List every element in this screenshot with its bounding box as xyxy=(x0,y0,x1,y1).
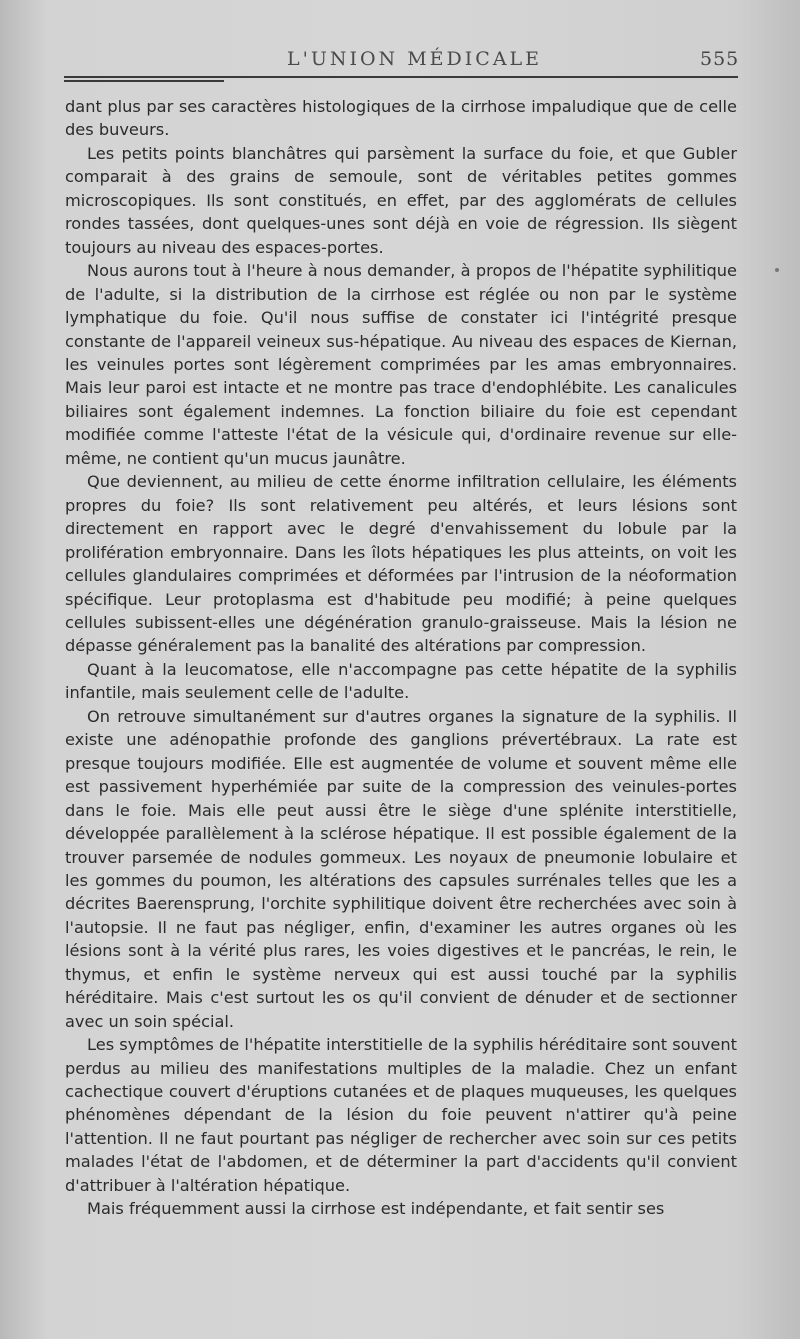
paragraph: Nous aurons tout à l'heure à nous demander, à propos de l'hépatite syphilitique de l'adulte, si la distribution de la cirrhose est réglée ou non par le système lymphatique du foie. Qu'il nous suffise de constater ici l'intégrité presque constante de l'appareil veineux sus-hépatique. Au niveau des espaces de Kiernan, les veinules portes sont légèrement comprimées par les amas embryonnaires. Mais leur paroi est intacte et ne montre pas trace d'endophlébite. Les canalicules biliaires sont également indemnes. La fonction biliaire du foie est cependant modifiée comme l'atteste l'état de la vésicule qui, d'ordinaire revenue sur elle-même, ne contient qu'un mucus jaunâtre. xyxy=(65,261,737,468)
page-header xyxy=(0,44,800,74)
running-title: L'UNION MÉDICALE xyxy=(287,48,543,70)
paper-speck xyxy=(775,268,779,272)
paragraph: On retrouve simultanément sur d'autres organes la signature de la syphilis. Il existe une adénopathie profonde des ganglions prévertébraux. La rate est presque toujours modifiée. Elle est augmentée de volume et souvent même elle est passivement hyperhémiée par suite de la compression des veinules-portes dans le foie. Mais elle peut aussi être le siège d'une splénite interstitielle, développée parallèlement à la sclérose hépatique. Il est possible également de la trouver parsemée de nodules gommeux. Les noyaux de pneumonie lobulaire et les gommes du poumon, les altérations des capsules surrénales telles que les a décrites Baerensprung, l'orchite syphilitique doivent être recherchées avec soin à l'autopsie. Il ne faut pas négliger, enfin, d'examiner les autres organes où les lésions sont à la vérité plus rares, les voies digestives et le pancréas, le rein, le thymus, et enfin le système nerveux qui est aussi touché par la syphilis héréditaire. Mais c'est surtout les os qu'il convient de dénuder et de sectionner avec un soin spécial. xyxy=(65,706,737,1031)
header-rule xyxy=(64,76,738,78)
page-number: 555 xyxy=(700,48,740,70)
paragraph: Quant à la leucomatose, elle n'accompagne pas cette hépatite de la syphilis infantile, mais seulement celle de l'adulte. xyxy=(65,659,737,703)
paragraph: Les symptômes de l'hépatite interstitielle de la syphilis héréditaire sont souvent perdus au milieu des manifestations multiples de la maladie. Chez un enfant cachectique couvert d'éruptions cutanées et de plaques muqueuses, les quelques phénomènes dépendant de la lésion du foie peuvent n'attirer qu'à peine l'attention. Il ne faut pourtant pas négliger de rechercher avec soin sur ces petits malades l'état de l'abdomen, et de déterminer la part d'accidents qu'il convient d'attribuer à l'altération hépatique. xyxy=(65,1035,737,1195)
paragraph-continued: dant plus par ses caractères histologiques de la cirrhose impaludique que de celle des buveurs. xyxy=(65,97,737,140)
body-text xyxy=(65,95,737,1221)
paragraph: Que deviennent, au milieu de cette énorme infiltration cellulaire, les éléments propres du foie? Ils sont relativement peu altérés, et leurs lésions sont directement en rapport avec le degré d'envahissement du lobule par la prolifération embryonnaire. Dans les îlots hépatiques les plus atteints, on voit les cellules glandulaires comprimées et déformées par l'intrusion de la néoformation spécifique. Leur protoplasma est d'habitude peu modifié; à peine quelques cellules subissent-elles une dégénération granulo-graisseuse. Mais la lésion ne dépasse généralement pas la banalité des altérations par compression. xyxy=(65,472,737,656)
paragraph: Mais fréquemment aussi la cirrhose est indépendante, et fait sentir ses xyxy=(87,1199,665,1219)
paragraph: Les petits points blanchâtres qui parsèment la surface du foie, et que Gubler comparait à des grains de semoule, sont de véritables petites gommes microscopiques. Ils sont constitués, en effet, par des agglomérats de cellules rondes tassées, dont quelques-unes sont déjà en voie de régression. Ils siègent toujours au niveau des espaces-portes. xyxy=(65,143,737,257)
header-rule-short xyxy=(64,80,224,82)
